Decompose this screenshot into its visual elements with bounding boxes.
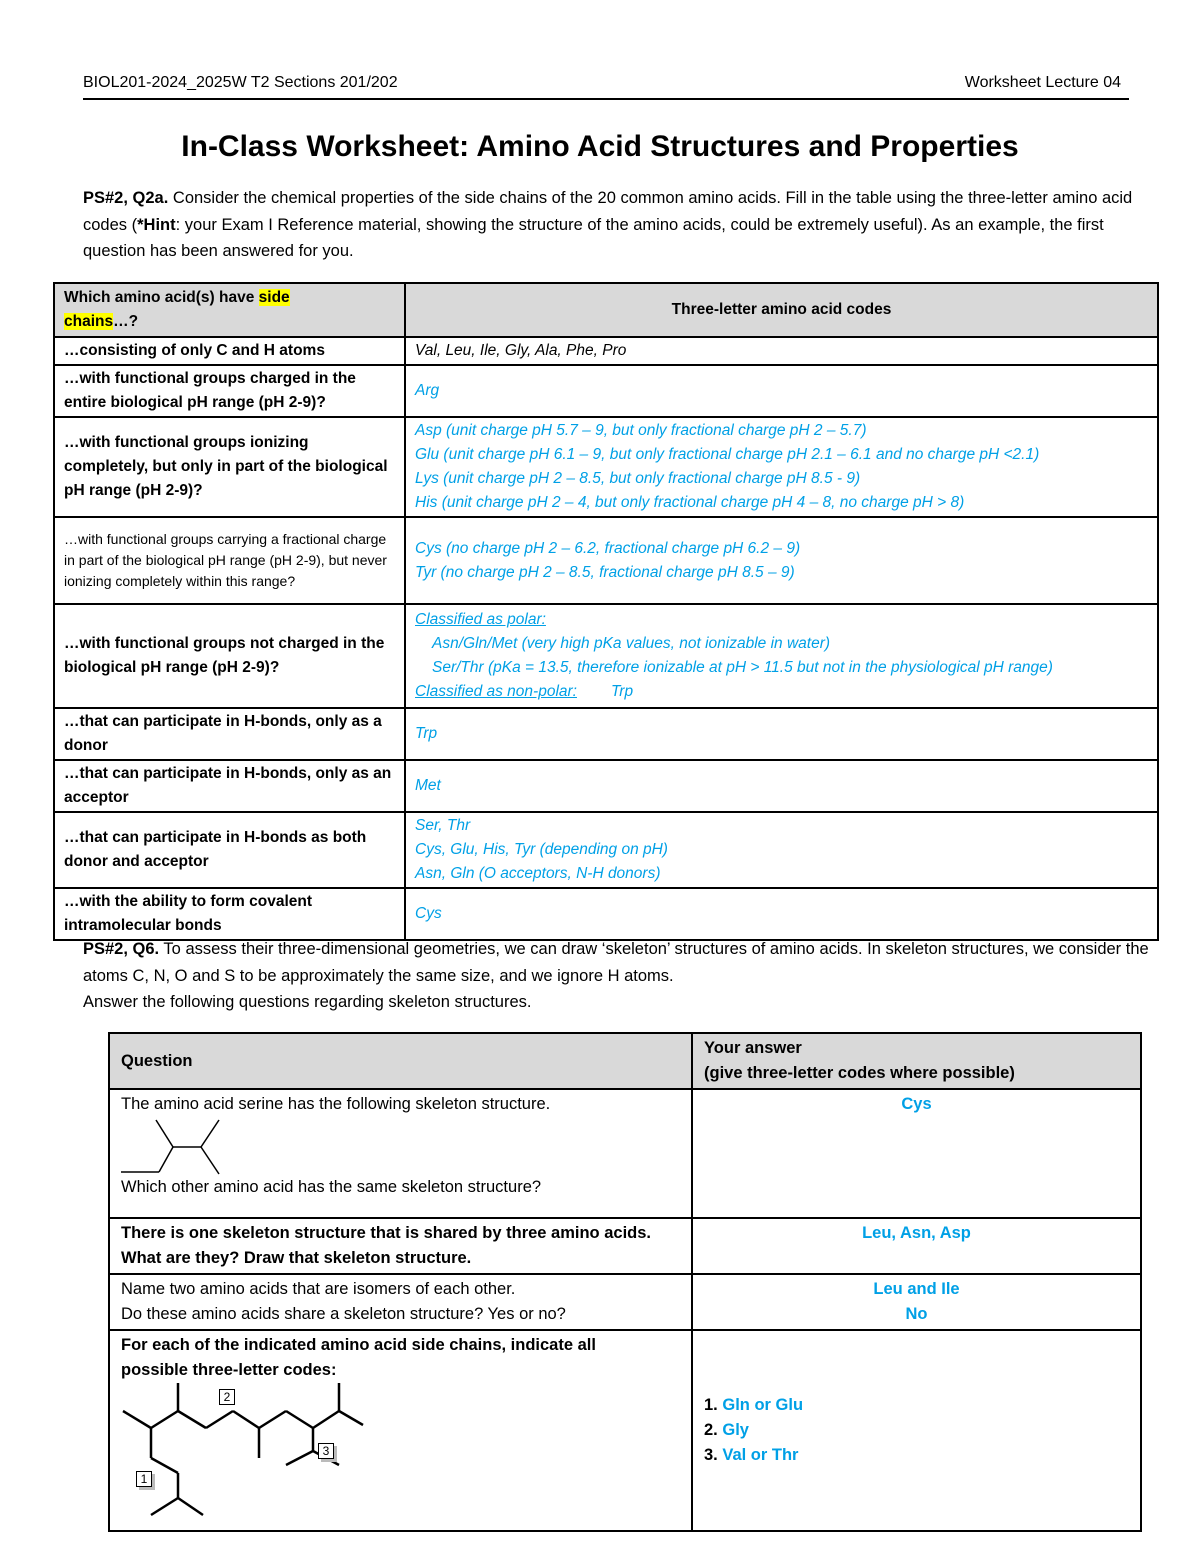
q6-text-2: Answer the following questions regarding skeleton structures. <box>83 993 532 1011</box>
q6-text: To assess their three-dimensional geometries, we can draw ‘skeleton’ structures of amino acids. In skeleton structures, we consider the atoms C, N, O and S to be approximately the same size, and we ignore H atoms. <box>83 940 1149 985</box>
q2a-instructions <box>83 185 1149 265</box>
answer-list <box>692 1330 1141 1531</box>
row-question: …with the ability to form covalent intramolecular bonds <box>54 888 405 940</box>
table-row <box>54 760 1158 812</box>
row-question: …that can participate in H-bonds, only as a donor <box>54 708 405 760</box>
side-chain-label-3: 3 <box>318 1443 334 1459</box>
row-answer: Cys <box>405 888 1158 940</box>
table-row <box>54 888 1158 940</box>
q2a-label: PS#2, Q2a. <box>83 189 169 207</box>
table-row <box>109 1330 1141 1531</box>
row-answer: Trp <box>405 708 1158 760</box>
q6-label: PS#2, Q6. <box>83 940 160 958</box>
serine-skeleton-diagram <box>121 1117 241 1175</box>
row-question: Name two amino acids that are isomers of each other. Do these amino acids share a skeleton structure? Yes or no? <box>109 1274 692 1330</box>
highlight-side: side <box>258 289 290 306</box>
page-title: In-Class Worksheet: Amino Acid Structures and Properties <box>181 130 1019 163</box>
table-row <box>54 604 1158 708</box>
table-header-row <box>54 283 1158 337</box>
highlight-chains: chains <box>64 313 114 330</box>
row-question: …with functional groups charged in the entire biological pH range (pH 2-9)? <box>54 365 405 417</box>
table-row <box>54 812 1158 888</box>
row-question: …with functional groups not charged in the biological pH range (pH 2-9)? <box>54 604 405 708</box>
row-answer: Met <box>405 760 1158 812</box>
q6-instructions <box>83 936 1149 1016</box>
row-answer: Asp (unit charge pH 5.7 – 9, but only fractional charge pH 2 – 5.7) Glu (unit charge pH 6.1 – 9, but only fractional charge pH 2.1 – 6.1 and no charge pH <2.1) Lys (unit charge pH 2 – 8.5, but only fractional charge pH 8.5 - 9) His (unit charge pH 2 – 4, but only fractional charge pH 4 – 8, no charge pH > 8) <box>405 417 1158 517</box>
answer-item-2: 2. Gly <box>704 1421 749 1439</box>
answer-isomers: Leu and Ile No <box>692 1274 1141 1330</box>
row-answer: Ser, Thr Cys, Glu, His, Tyr (depending on pH) Asn, Gln (O acceptors, N-H donors) <box>405 812 1158 888</box>
header-question: Question <box>109 1033 692 1089</box>
q2a-text-2: : your Exam I Reference material, showing the structure of the amino acids, could be extremely useful). As an example, the first question has been answered for you. <box>83 215 1104 260</box>
table-row <box>109 1274 1141 1330</box>
answer-item-1: 1. Gln or Glu <box>704 1396 804 1414</box>
worksheet-label: Worksheet Lecture 04 <box>964 74 1121 91</box>
header-question: Which amino acid(s) have side chains…? <box>54 283 405 337</box>
row-question: …with functional groups carrying a fractional charge in part of the biological pH range (pH 2-9), but never ionizing completely within this range? <box>54 517 405 604</box>
answer-shared-skeleton: Leu, Asn, Asp <box>692 1218 1141 1274</box>
table-row <box>54 337 1158 365</box>
course-label: BIOL201-2024_2025W T2 Sections 201/202 <box>83 74 398 91</box>
side-chain-table <box>53 282 1159 941</box>
header-answer: Three-letter amino acid codes <box>405 283 1158 337</box>
table-row <box>54 708 1158 760</box>
page-header <box>83 74 1129 100</box>
table-row <box>54 365 1158 417</box>
header-answer: Your answer (give three-letter codes where possible) <box>692 1033 1141 1089</box>
side-chain-label-1: 1 <box>136 1471 152 1487</box>
row-question: …that can participate in H-bonds, only as an acceptor <box>54 760 405 812</box>
table-row <box>109 1218 1141 1274</box>
row-question: …with functional groups ionizing completely, but only in part of the biological pH range (pH 2-9)? <box>54 417 405 517</box>
hint-label: *Hint <box>137 215 176 234</box>
row-question: The amino acid serine has the following skeleton structure. Which other amino acid has the same skeleton structure? <box>109 1089 692 1218</box>
row-question: …consisting of only C and H atoms <box>54 337 405 365</box>
table-header-row <box>109 1033 1141 1089</box>
answer-cys: Cys <box>692 1089 1141 1218</box>
row-question: There is one skeleton structure that is shared by three amino acids. What are they? Draw that skeleton structure. <box>109 1218 692 1274</box>
row-answer: Arg <box>405 365 1158 417</box>
row-answer: Classified as polar: Asn/Gln/Met (very high pKa values, not ionizable in water) Ser/Thr (pKa = 13.5, therefore ionizable at pH > 11.5 but not in the physiological pH range) Classified as non-polar: Trp <box>405 604 1158 708</box>
row-answer: Val, Leu, Ile, Gly, Ala, Phe, Pro <box>405 337 1158 365</box>
answer-item-3: 3. Val or Thr <box>704 1446 799 1464</box>
side-chain-label-2: 2 <box>219 1389 235 1405</box>
polar-label: Classified as polar: <box>415 611 546 628</box>
row-answer: Cys (no charge pH 2 – 6.2, fractional charge pH 6.2 – 9) Tyr (no charge pH 2 – 8.5, fractional charge pH 8.5 – 9) <box>405 517 1158 604</box>
row-question: …that can participate in H-bonds as both donor and acceptor <box>54 812 405 888</box>
table-row <box>54 517 1158 604</box>
row-question: For each of the indicated amino acid side chains, indicate all possible three-letter codes: 1 2 3 <box>109 1330 692 1531</box>
q2a-text: Consider the chemical properties of the side chains of the 20 common amino acids. Fill in the table using the three-letter amino acid codes ( <box>83 189 1133 234</box>
nonpolar-label: Classified as non-polar: <box>415 683 577 700</box>
table-row <box>54 417 1158 517</box>
table-row <box>109 1089 1141 1218</box>
skeleton-table <box>108 1032 1142 1532</box>
